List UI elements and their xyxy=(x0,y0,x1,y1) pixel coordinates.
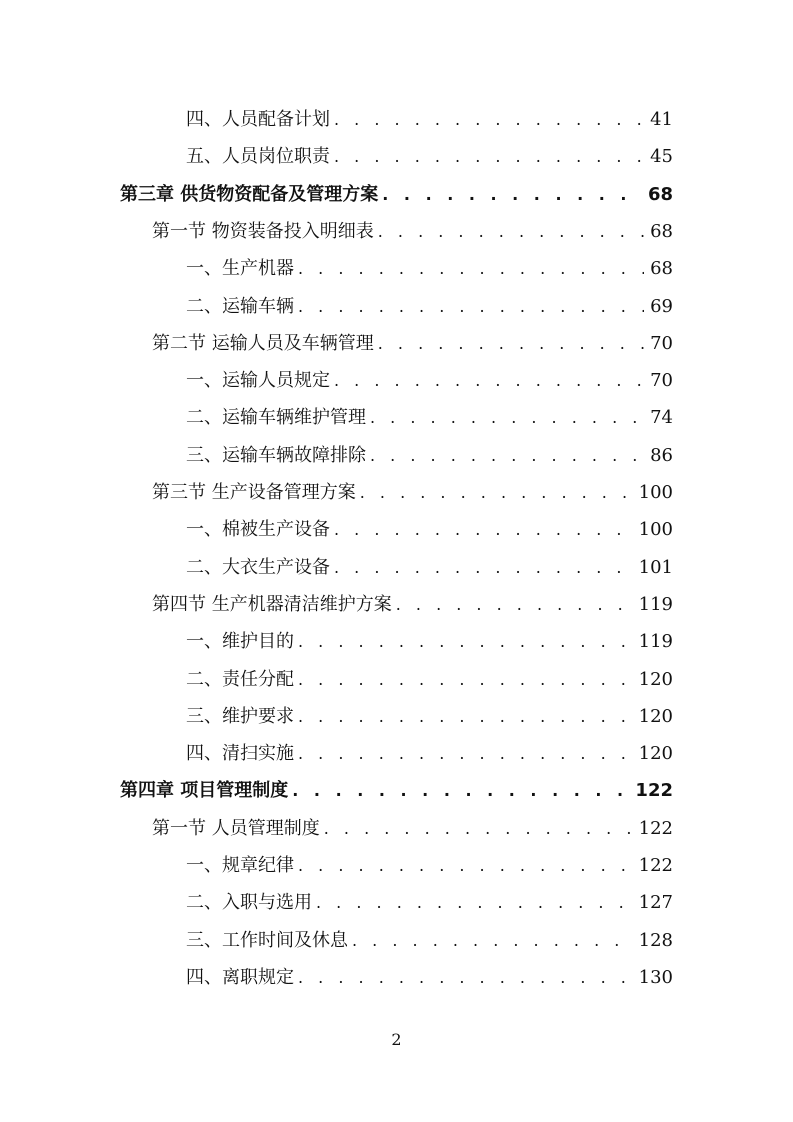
toc-entry-page: 101 xyxy=(638,556,673,578)
toc-entry[interactable] xyxy=(152,586,673,623)
toc-entry-page: 100 xyxy=(638,519,673,541)
toc-leader-dots xyxy=(334,511,633,548)
toc-entry-title: 二、运输车辆 xyxy=(186,295,294,317)
toc-entry-page: 119 xyxy=(638,631,673,653)
toc-entry[interactable] xyxy=(186,138,673,175)
toc-entry[interactable] xyxy=(186,250,673,287)
toc-leader-dots xyxy=(370,437,644,474)
toc-entry-title: 第三章 供货物资配备及管理方案 xyxy=(120,183,379,205)
toc-entry-title: 二、入职与选用 xyxy=(186,892,312,914)
toc-leader-dots xyxy=(298,847,633,884)
toc-leader-dots xyxy=(292,772,629,809)
toc-entry-page: 69 xyxy=(650,295,673,317)
toc-entry-page: 122 xyxy=(635,780,673,802)
toc-leader-dots xyxy=(352,922,633,959)
toc-leader-dots xyxy=(298,959,633,996)
toc-entry[interactable] xyxy=(186,698,673,735)
toc-entry[interactable] xyxy=(186,959,673,996)
toc-entry[interactable] xyxy=(186,399,673,436)
toc-entry[interactable] xyxy=(186,884,673,921)
toc-entry-title: 五、人员岗位职责 xyxy=(186,146,330,168)
toc-entry-title: 第一节 物资装备投入明细表 xyxy=(152,220,374,242)
toc-entry-title: 二、运输车辆维护管理 xyxy=(186,407,366,429)
toc-entry[interactable] xyxy=(186,288,673,325)
toc-entry[interactable] xyxy=(186,549,673,586)
toc-entry[interactable] xyxy=(120,176,673,213)
toc-entry-page: 122 xyxy=(638,817,673,839)
toc-entry[interactable] xyxy=(186,847,673,884)
toc-leader-dots xyxy=(334,138,644,175)
toc-entry[interactable] xyxy=(186,922,673,959)
toc-entry-title: 一、棉被生产设备 xyxy=(186,519,330,541)
toc-leader-dots xyxy=(396,586,633,623)
toc-leader-dots xyxy=(334,362,644,399)
toc-entry-title: 三、运输车辆故障排除 xyxy=(186,444,366,466)
toc-leader-dots xyxy=(298,735,633,772)
toc-entry-title: 第四节 生产机器清洁维护方案 xyxy=(152,593,392,615)
toc-entry-title: 四、人员配备计划 xyxy=(186,109,330,130)
toc-entry[interactable] xyxy=(186,661,673,698)
toc-entry-page: 122 xyxy=(638,855,673,876)
toc-entry-page: 70 xyxy=(650,370,673,392)
toc-leader-dots xyxy=(378,213,644,250)
toc-entry-title: 四、离职规定 xyxy=(186,966,294,988)
toc-entry-title: 三、维护要求 xyxy=(186,705,294,727)
toc-entry[interactable] xyxy=(186,362,673,399)
toc-entry-page: 70 xyxy=(650,332,673,354)
toc-leader-dots xyxy=(298,288,644,325)
toc-leader-dots xyxy=(298,623,633,660)
toc-entry[interactable] xyxy=(120,772,673,809)
toc-leader-dots xyxy=(334,549,633,586)
toc-leader-dots xyxy=(298,661,633,698)
toc-entry-page: 68 xyxy=(650,258,673,280)
toc-entry-page: 128 xyxy=(638,929,673,951)
toc-entry-title: 第一节 人员管理制度 xyxy=(152,817,320,839)
toc-entry-page: 74 xyxy=(650,407,673,429)
toc-leader-dots xyxy=(382,176,642,213)
toc-entry-page: 68 xyxy=(647,183,673,205)
toc-entry-page: 130 xyxy=(638,966,673,988)
toc-entry-title: 三、工作时间及休息 xyxy=(186,929,348,951)
toc-entry-title: 一、生产机器 xyxy=(186,258,294,280)
toc-entry-title: 一、维护目的 xyxy=(186,631,294,653)
toc-entry[interactable] xyxy=(186,101,673,138)
toc-entry-title: 第三节 生产设备管理方案 xyxy=(152,482,356,503)
toc-leader-dots xyxy=(298,698,633,735)
toc-leader-dots xyxy=(378,325,644,362)
toc-entry[interactable] xyxy=(152,474,673,511)
toc-entry-title: 第二节 运输人员及车辆管理 xyxy=(152,332,374,354)
toc-entry[interactable] xyxy=(152,810,673,847)
toc-entry[interactable] xyxy=(152,213,673,250)
toc-leader-dots xyxy=(324,810,633,847)
toc-leader-dots xyxy=(334,101,644,138)
toc-entry-title: 第四章 项目管理制度 xyxy=(120,780,289,802)
toc-leader-dots xyxy=(298,250,644,287)
toc-entry-title: 一、规章纪律 xyxy=(186,855,294,876)
toc-entry[interactable] xyxy=(152,325,673,362)
toc-entry[interactable] xyxy=(186,623,673,660)
toc-entry[interactable] xyxy=(186,437,673,474)
toc-entry-page: 68 xyxy=(650,220,673,242)
toc-entry-title: 四、清扫实施 xyxy=(186,743,294,765)
toc-entry-page: 100 xyxy=(638,482,673,503)
toc-leader-dots xyxy=(370,399,644,436)
toc-entry-title: 一、运输人员规定 xyxy=(186,370,330,392)
toc-leader-dots xyxy=(316,884,633,921)
toc-leader-dots xyxy=(360,474,633,511)
page-number: 2 xyxy=(391,1030,402,1049)
toc-entry-page: 120 xyxy=(638,743,673,765)
toc-entry[interactable] xyxy=(186,511,673,548)
toc-entry-title: 二、大衣生产设备 xyxy=(186,556,330,578)
toc-entry-page: 119 xyxy=(638,593,673,615)
toc-entry-page: 120 xyxy=(638,668,673,690)
toc-entry-title: 二、责任分配 xyxy=(186,668,294,690)
toc-entry-page: 45 xyxy=(650,146,673,168)
toc-entry-page: 41 xyxy=(650,109,673,130)
toc-entry[interactable] xyxy=(186,735,673,772)
toc-entry-page: 120 xyxy=(638,705,673,727)
toc-entry-page: 127 xyxy=(638,892,673,914)
toc-entry-page: 86 xyxy=(650,444,673,466)
